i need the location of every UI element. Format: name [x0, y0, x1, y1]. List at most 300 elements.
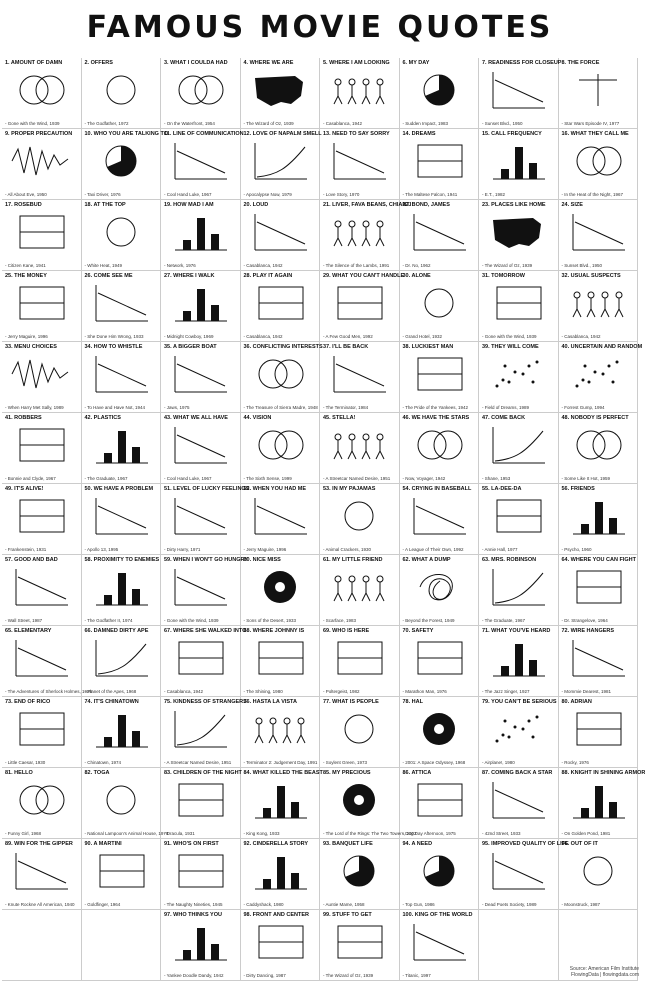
quote-cell — [479, 697, 559, 768]
quote-graphic-icon — [565, 68, 631, 112]
quote-graphic-icon — [167, 68, 233, 112]
quote-caption: - Dracula, 1931 — [164, 831, 195, 836]
quote-cell — [559, 58, 639, 129]
quote-title: 24. SIZE — [561, 202, 583, 208]
quote-title: 93. BANQUET LIFE — [323, 841, 373, 847]
quote-graphic-icon — [326, 636, 392, 680]
quote-caption: - Bonnie and Clyde, 1967 — [5, 476, 56, 481]
quote-graphic-icon — [406, 423, 472, 467]
quote-title: 82. TOGA — [84, 770, 110, 776]
quote-caption: - The Sixth Sense, 1999 — [243, 476, 292, 481]
quote-cell — [161, 200, 241, 271]
quote-cell — [559, 626, 639, 697]
quote-caption: - The Silence of the Lambs, 1991 — [323, 263, 390, 268]
quote-caption: - Jerry Maguire, 1996 — [243, 547, 287, 552]
quote-caption: - Knute Rockne All American, 1940 — [5, 902, 75, 907]
quote-cell — [2, 555, 82, 626]
quote-title: 46. WE HAVE THE STARS — [402, 415, 470, 421]
quote-caption: - Jerry Maguire, 1996 — [5, 334, 48, 339]
quote-title: 33. MENU CHOICES — [5, 344, 57, 350]
quote-cell — [241, 626, 321, 697]
quote-cell — [241, 910, 321, 981]
quote-title: 48. NOBODY IS PERFECT — [561, 415, 629, 421]
quote-caption: - Sunset Blvd., 1950 — [482, 121, 523, 126]
credit-text: FlowingData | flowingdata.com — [571, 972, 639, 978]
quote-title: 26. COME SEE ME — [84, 273, 133, 279]
quote-title: 64. WHERE YOU CAN FIGHT — [561, 557, 636, 563]
quote-title: 92. CINDERELLA STORY — [243, 841, 309, 847]
quote-graphic-icon — [565, 778, 631, 822]
quote-caption: - Little Caesar, 1930 — [5, 760, 46, 765]
quote-title: 1. AMOUNT OF DAMN — [5, 60, 63, 66]
quote-cell — [320, 129, 400, 200]
quote-title: 41. ROBBERS — [5, 415, 42, 421]
quote-cell — [82, 555, 162, 626]
quote-graphic-icon — [406, 139, 472, 183]
quote-graphic-icon — [485, 352, 551, 396]
quote-title: 95. IMPROVED QUALITY OF LIFE — [482, 841, 569, 847]
quote-cell — [320, 839, 400, 910]
quote-title: 74. IT'S CHINATOWN — [84, 699, 139, 705]
quote-graphic-icon — [565, 849, 631, 893]
quote-graphic-icon — [88, 210, 154, 254]
quote-graphic-icon — [88, 707, 154, 751]
quote-caption: - Yankee Doodle Dandy, 1942 — [164, 973, 224, 978]
quote-graphic-icon — [167, 636, 233, 680]
quote-cell — [320, 626, 400, 697]
quote-title: 99. STUFF TO GET — [323, 912, 372, 918]
quote-cell — [241, 129, 321, 200]
quote-title: 8. THE FORCE — [561, 60, 600, 66]
quote-graphic-icon — [406, 352, 472, 396]
quote-caption: - Rocky, 1976 — [561, 760, 589, 765]
quote-title: 37. I'LL BE BACK — [323, 344, 369, 350]
quote-graphic-icon — [8, 565, 74, 609]
quote-cell — [161, 910, 241, 981]
quote-graphic-icon — [326, 849, 392, 893]
quote-caption: - A League of Their Own, 1992 — [402, 547, 464, 552]
quote-caption: - A Streetcar Named Desire, 1951 — [164, 760, 232, 765]
quote-title: 60. NICE MISS — [243, 557, 281, 563]
quote-title: 79. YOU CAN'T BE SERIOUS — [482, 699, 557, 705]
quote-title: 71. WHAT YOU'VE HEARD — [482, 628, 551, 634]
quote-cell — [400, 626, 480, 697]
quote-graphic-icon — [88, 423, 154, 467]
quote-title: 67. WHERE SHE WALKED INTO — [164, 628, 247, 634]
quote-cell — [400, 58, 480, 129]
quote-cell — [2, 839, 82, 910]
quote-graphic-icon — [88, 636, 154, 680]
quote-title: 42. PLASTICS — [84, 415, 121, 421]
quote-graphic-icon — [88, 281, 154, 325]
quote-graphic-icon — [8, 210, 74, 254]
quote-graphic-icon — [167, 707, 233, 751]
quote-title: 55. LA-DEE-DA — [482, 486, 522, 492]
quote-cell — [559, 342, 643, 413]
quote-title: 19. HOW MAD I AM — [164, 202, 214, 208]
quote-cell — [82, 910, 162, 981]
quote-caption: - Now, Voyager, 1942 — [402, 476, 446, 481]
quote-caption: - The Graduate, 1967 — [482, 618, 525, 623]
quote-graphic-icon — [565, 636, 631, 680]
quote-graphic-icon — [326, 778, 392, 822]
quote-graphic-icon — [406, 210, 472, 254]
quote-caption: - The Wizard of Oz, 1939 — [482, 263, 533, 268]
quote-caption: - Funny Girl, 1968 — [5, 831, 42, 836]
quote-caption: - Cool Hand Luke, 1967 — [164, 476, 212, 481]
quote-cell — [82, 697, 162, 768]
quote-cell — [2, 271, 82, 342]
quote-title: 56. FRIENDS — [561, 486, 595, 492]
quote-caption: - Planet of the Apes, 1968 — [84, 689, 137, 694]
quote-title: 35. A BIGGER BOAT — [164, 344, 217, 350]
quote-graphic-icon — [565, 210, 631, 254]
quote-cell — [400, 413, 480, 484]
quote-graphic-icon — [247, 494, 313, 538]
quote-caption: - To Have and Have Not, 1944 — [84, 405, 145, 410]
quote-cell — [161, 768, 241, 839]
quote-cell — [2, 58, 82, 129]
quote-graphic-icon — [167, 423, 233, 467]
quote-graphic-icon — [88, 849, 154, 893]
quote-title: 86. ATTICA — [402, 770, 432, 776]
quote-graphic-icon — [406, 281, 472, 325]
quote-title: 45. STELLA! — [323, 415, 356, 421]
quote-graphic-icon — [326, 565, 392, 609]
quote-caption: - 42nd Street, 1933 — [482, 831, 521, 836]
quote-cell — [400, 484, 480, 555]
quote-graphic-icon — [167, 281, 233, 325]
quote-title: 49. IT'S ALIVE! — [5, 486, 44, 492]
quote-cell — [161, 58, 241, 129]
quote-caption: - Forrest Gump, 1994 — [561, 405, 605, 410]
quote-cell — [241, 484, 321, 555]
quote-title: 3. WHAT I COULDA HAD — [164, 60, 228, 66]
quote-graphic-icon — [485, 423, 551, 467]
quote-title: 76. HASTA LA VISTA — [243, 699, 297, 705]
quote-title: 96. OUT OF IT — [561, 841, 598, 847]
quote-graphic-icon — [485, 778, 551, 822]
quote-cell — [241, 342, 321, 413]
quote-title: 40. UNCERTAIN AND RANDOM — [561, 344, 643, 350]
quote-cell — [241, 839, 321, 910]
quote-cell — [320, 271, 405, 342]
quote-graphic-icon — [167, 920, 233, 964]
quote-graphic-icon — [247, 636, 313, 680]
quote-cell — [479, 910, 559, 981]
quote-caption: - Auntie Mame, 1958 — [323, 902, 365, 907]
quote-cell — [559, 697, 639, 768]
quote-caption: - Network, 1976 — [164, 263, 196, 268]
quote-caption: - Frankenstein, 1931 — [5, 547, 47, 552]
quote-caption: - Moonstruck, 1987 — [561, 902, 601, 907]
quote-caption: - 2001: A Space Odyssey, 1968 — [402, 760, 466, 765]
quote-cell — [559, 200, 639, 271]
quote-caption: - When Harry Met Sally, 1989 — [5, 405, 64, 410]
quote-caption: - King Kong, 1933 — [243, 831, 280, 836]
quote-graphic-icon — [565, 707, 631, 751]
quote-cell — [82, 342, 162, 413]
quote-caption: - The Naughty Nineties, 1945 — [164, 902, 223, 907]
quote-caption: - Sudden Impact, 1983 — [402, 121, 449, 126]
quote-graphic-icon — [8, 849, 74, 893]
quote-caption: - Citizen Kane, 1941 — [5, 263, 46, 268]
quote-cell — [2, 768, 82, 839]
quote-caption: - A Streetcar Named Desire, 1951 — [323, 476, 391, 481]
quote-title: 16. WHAT THEY CALL ME — [561, 131, 629, 137]
quote-caption: - Dirty Dancing, 1987 — [243, 973, 286, 978]
quote-graphic-icon — [406, 849, 472, 893]
quote-caption: - The Terminator, 1984 — [323, 405, 369, 410]
quote-cell — [82, 271, 162, 342]
quote-caption: - Casablanca, 1942 — [164, 689, 204, 694]
quote-title: 13. NEED TO SAY SORRY — [323, 131, 390, 137]
quote-cell — [82, 484, 162, 555]
quote-cell — [400, 271, 480, 342]
quote-caption: - Star Wars Episode IV, 1977 — [561, 121, 620, 126]
quote-title: 53. IN MY PAJAMAS — [323, 486, 376, 492]
quote-graphic-icon — [167, 352, 233, 396]
quote-caption: - The Pride of the Yankees, 1942 — [402, 405, 469, 410]
quote-cell — [559, 484, 639, 555]
quote-cell — [479, 555, 559, 626]
quote-cell — [82, 768, 169, 839]
quote-title: 30. ALONE — [402, 273, 431, 279]
quote-graphic-icon — [8, 778, 74, 822]
quote-cell — [400, 839, 480, 910]
quote-graphic-icon — [88, 139, 154, 183]
quote-cell — [400, 129, 480, 200]
quote-caption: - Apollo 13, 1995 — [84, 547, 119, 552]
quote-title: 31. TOMORROW — [482, 273, 525, 279]
quote-cell — [82, 626, 162, 697]
quote-caption: - Midnight Cowboy, 1969 — [164, 334, 214, 339]
quote-cell — [241, 413, 321, 484]
quote-title: 44. VISION — [243, 415, 272, 421]
quote-title: 69. WHO IS HERE — [323, 628, 370, 634]
quote-cell — [479, 413, 559, 484]
quote-title: 89. WIN FOR THE GIPPER — [5, 841, 73, 847]
quote-cell — [82, 58, 162, 129]
quote-graphic-icon — [88, 778, 154, 822]
quote-caption: - The Godfather, 1972 — [84, 121, 129, 126]
quote-caption: - Gone with the Wind, 1939 — [164, 618, 219, 623]
quote-cell — [241, 58, 321, 129]
quote-caption: - The Shining, 1980 — [243, 689, 283, 694]
quote-graphic-icon — [88, 68, 154, 112]
quote-cell — [400, 697, 480, 768]
quote-title: 54. CRYING IN BASEBALL — [402, 486, 472, 492]
quote-graphic-icon — [167, 849, 233, 893]
quote-caption: - The Wizard of Oz, 1939 — [243, 121, 294, 126]
quote-graphic-icon — [565, 565, 631, 609]
quote-graphic-icon — [247, 920, 313, 964]
quote-title: 88. KNIGHT IN SHINING ARMOR — [561, 770, 645, 776]
quote-caption: - The Godfather II, 1974 — [84, 618, 133, 623]
quote-cell — [161, 413, 241, 484]
quote-cell — [241, 200, 321, 271]
quote-cell — [400, 910, 480, 981]
quote-caption: - The Treasure of Sierra Madre, 1948 — [243, 405, 318, 410]
quote-title: 43. WHAT WE ALL HAVE — [164, 415, 228, 421]
quote-cell — [320, 200, 412, 271]
quote-title: 57. GOOD AND BAD — [5, 557, 58, 563]
quote-graphic-icon — [485, 707, 551, 751]
quote-graphic-icon — [326, 707, 392, 751]
quote-caption: - On Golden Pond, 1981 — [561, 831, 611, 836]
quote-title: 90. A MARTINI — [84, 841, 122, 847]
quote-cell — [559, 768, 645, 839]
quote-caption: - Airplane!, 1980 — [482, 760, 515, 765]
quote-graphic-icon — [8, 281, 74, 325]
quote-caption: - Love Story, 1970 — [323, 192, 360, 197]
quote-title: 22. BOND, JAMES — [402, 202, 450, 208]
quote-title: 52. WHEN YOU HAD ME — [243, 486, 307, 492]
quote-title: 70. SAFETY — [402, 628, 434, 634]
source-text: Source: American Film Institute — [569, 966, 639, 972]
quote-cell — [479, 626, 559, 697]
quote-graphic-icon — [8, 636, 74, 680]
quote-cell — [559, 129, 639, 200]
quote-cell — [2, 910, 82, 981]
quote-cell — [82, 200, 162, 271]
quote-caption: - Animal Crackers, 1930 — [323, 547, 372, 552]
quote-graphic-icon — [406, 68, 472, 112]
quote-graphic-icon — [565, 139, 631, 183]
quote-graphic-icon — [406, 636, 472, 680]
quote-caption: - Dirty Harry, 1971 — [164, 547, 201, 552]
quote-title: 73. END OF RICO — [5, 699, 51, 705]
quote-graphic-icon — [247, 423, 313, 467]
quote-cell — [161, 697, 247, 768]
quote-cell — [320, 910, 400, 981]
quote-title: 15. CALL FREQUENCY — [482, 131, 542, 137]
quote-title: 94. A NEED — [402, 841, 433, 847]
quote-title: 51. LEVEL OF LUCKY FEELINGS — [164, 486, 250, 492]
quote-title: 50. WE HAVE A PROBLEM — [84, 486, 154, 492]
quote-cell — [559, 839, 639, 910]
quote-graphic-icon — [406, 778, 472, 822]
quote-cell — [161, 271, 241, 342]
quote-title: 80. ADRIAN — [561, 699, 592, 705]
quote-cell — [2, 484, 82, 555]
quote-title: 29. WHAT YOU CAN'T HANDLE — [323, 273, 405, 279]
quote-title: 11. LINE OF COMMUNICATION — [164, 131, 244, 137]
quote-cell — [479, 271, 559, 342]
quote-cell — [400, 768, 480, 839]
quote-caption: - Apocalypse Now, 1979 — [243, 192, 292, 197]
quote-title: 62. WHAT A DUMP — [402, 557, 451, 563]
quote-caption: - Terminator 2: Judgement Day, 1991 — [243, 760, 318, 765]
quote-cell — [241, 697, 321, 768]
quote-caption: - Grand Hotel, 1932 — [402, 334, 443, 339]
quote-title: 4. WHERE WE ARE — [243, 60, 294, 66]
quote-caption: - The Lord of the Rings: The Two Towers, 2002 — [323, 831, 417, 836]
quote-cell — [161, 484, 250, 555]
quote-graphic-icon — [247, 139, 313, 183]
quote-graphic-icon — [485, 139, 551, 183]
quote-caption: - The Adventures of Sherlock Holmes, 1939 — [5, 689, 92, 694]
quote-cell — [2, 697, 82, 768]
quote-title: 20. LOUD — [243, 202, 269, 208]
quote-title: 75. KINDNESS OF STRANGERS — [164, 699, 247, 705]
quote-cell — [479, 200, 559, 271]
quote-title: 12. LOVE OF NAPALM SMELL — [243, 131, 322, 137]
quote-title: 2. OFFERS — [84, 60, 113, 66]
quote-graphic-icon — [247, 281, 313, 325]
quote-caption: - Caddyshack, 1980 — [243, 902, 284, 907]
quote-title: 27. WHERE I WALK — [164, 273, 215, 279]
quote-graphic-icon — [167, 139, 233, 183]
quote-graphic-icon — [565, 494, 631, 538]
quote-graphic-icon — [8, 352, 74, 396]
quote-caption: - Dog Day Afternoon, 1975 — [402, 831, 456, 836]
quote-cell — [400, 342, 480, 413]
quote-graphic-icon — [485, 68, 551, 112]
quote-caption: - Scarface, 1983 — [323, 618, 357, 623]
quote-graphic-icon — [565, 281, 631, 325]
quote-graphic-icon — [247, 778, 313, 822]
quote-graphic-icon — [406, 920, 472, 964]
quote-caption: - Beyond the Forest, 1949 — [402, 618, 455, 623]
quote-title: 72. WIRE HANGERS — [561, 628, 615, 634]
quote-title: 61. MY LITTLE FRIEND — [323, 557, 383, 563]
quote-title: 32. USUAL SUSPECTS — [561, 273, 621, 279]
quote-caption: - Annie Hall, 1977 — [482, 547, 518, 552]
quote-caption: - She Done Him Wrong, 1933 — [84, 334, 144, 339]
quote-title: 58. PROXIMITY TO ENEMIES — [84, 557, 160, 563]
quote-graphic-icon — [88, 565, 154, 609]
quote-title: 34. HOW TO WHISTLE — [84, 344, 143, 350]
quote-cell — [400, 555, 480, 626]
quote-title: 68. WHERE JOHNNY IS — [243, 628, 305, 634]
quote-title: 66. DAMNED DIRTY APE — [84, 628, 149, 634]
quote-graphic-icon — [167, 565, 233, 609]
quote-caption: - The Maltese Falcon, 1941 — [402, 192, 458, 197]
quote-graphic-icon — [406, 565, 472, 609]
quote-caption: - Chinatown, 1974 — [84, 760, 122, 765]
quote-title: 98. FRONT AND CENTER — [243, 912, 309, 918]
quote-caption: - Casablanca, 1942 — [323, 121, 363, 126]
quote-caption: - Dead Poets Society, 1989 — [482, 902, 537, 907]
quote-cell — [320, 342, 400, 413]
quote-caption: - Some Like It Hot, 1959 — [561, 476, 611, 481]
quote-cell — [2, 413, 82, 484]
quote-caption: - Soylent Green, 1973 — [323, 760, 368, 765]
quote-graphic-icon — [8, 68, 74, 112]
quote-graphic-icon — [326, 210, 392, 254]
quote-title: 25. THE MONEY — [5, 273, 47, 279]
quote-graphic-icon — [247, 849, 313, 893]
quote-caption: - Cool Hand Luke, 1967 — [164, 192, 212, 197]
quote-title: 10. WHO YOU ARE TALKING TO — [84, 131, 169, 137]
quote-cell — [241, 555, 321, 626]
quote-cell — [559, 413, 639, 484]
quote-title: 59. WHEN I WON'T GO HUNGRY — [164, 557, 248, 563]
quote-cell — [161, 626, 247, 697]
quote-title: 77. WHAT IS PEOPLE — [323, 699, 379, 705]
quote-cell — [320, 555, 400, 626]
quote-cell — [559, 555, 639, 626]
quote-cell — [320, 697, 400, 768]
quote-graphic-icon — [247, 565, 313, 609]
quote-cell — [559, 271, 639, 342]
quote-caption: - Titanic, 1997 — [402, 973, 431, 978]
quote-caption: - All About Eve, 1950 — [5, 192, 47, 197]
quote-caption: - Dr. Strangelove, 1964 — [561, 618, 608, 623]
quote-caption: - A Few Good Men, 1992 — [323, 334, 373, 339]
quote-title: 21. LIVER, FAVA BEANS, CHIANTI — [323, 202, 412, 208]
